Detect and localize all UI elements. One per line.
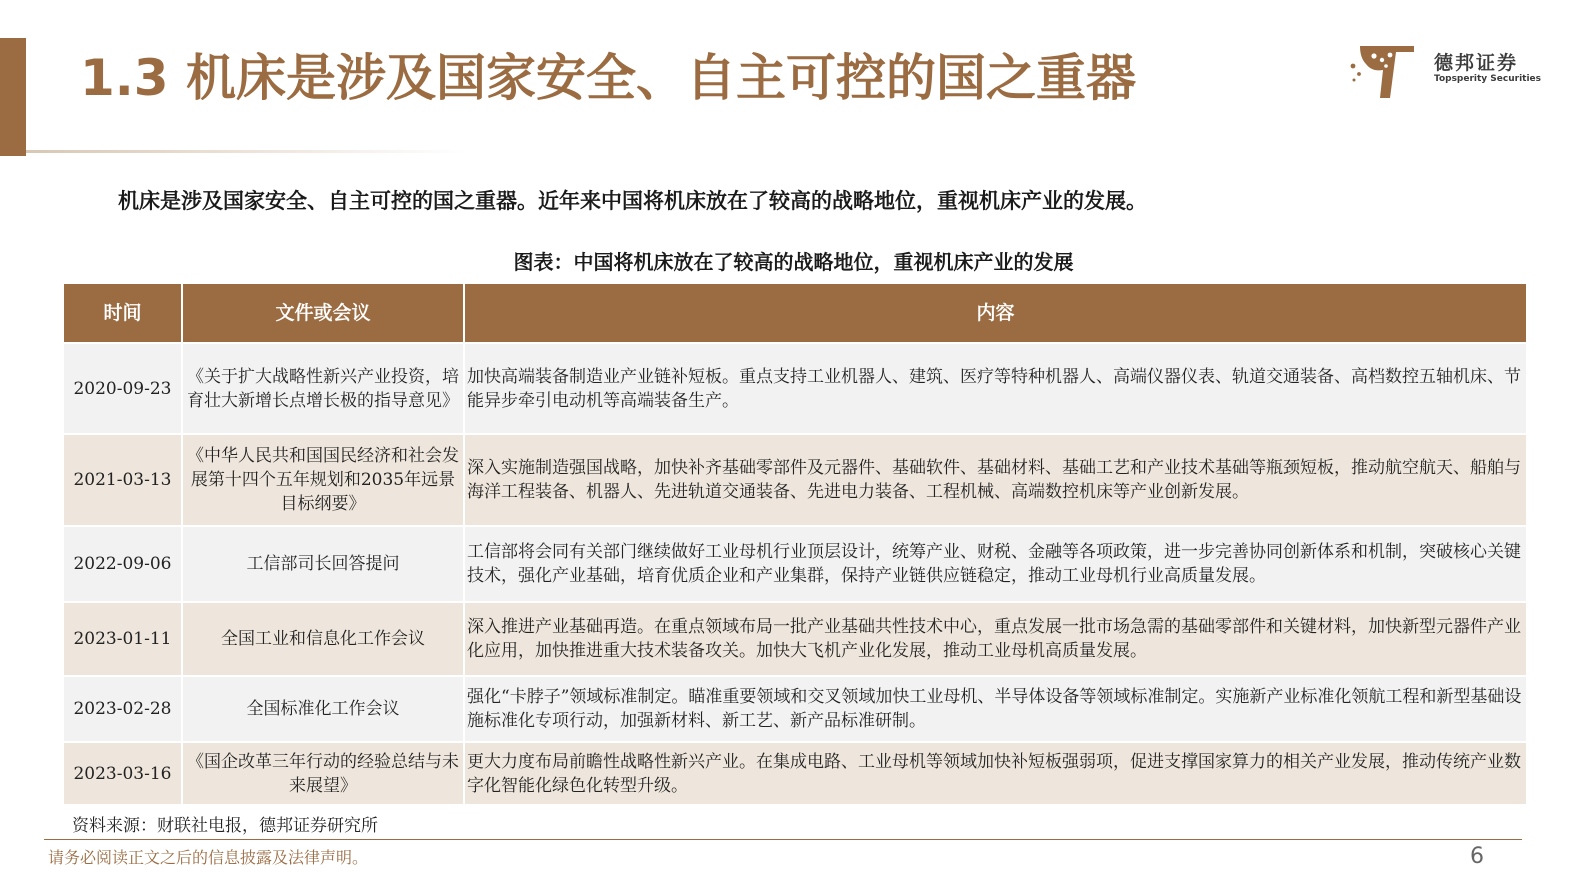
row-document: 《国企改革三年行动的经验总结与未来展望》 [182,742,464,804]
table-header-row [64,284,1526,343]
page-number: 6 [1470,844,1484,869]
row-date: 2023-02-28 [64,676,182,742]
row-date: 2022-09-06 [64,526,182,602]
title-divider [26,150,466,153]
row-document: 全国工业和信息化工作会议 [182,602,464,676]
leopard-logo-icon [1350,42,1418,102]
table-row [64,676,1526,742]
table-row [64,343,1526,434]
source-note: 资料来源：财联社电报，德邦证券研究所 [72,816,378,836]
table-row [64,602,1526,676]
page-title: 1.3 机床是涉及国家安全、自主可控的国之重器 [80,49,1136,107]
table-row [64,434,1526,526]
row-document: 全国标准化工作会议 [182,676,464,742]
company-logo [1350,42,1550,104]
header-document: 文件或会议 [182,284,464,343]
header-time: 时间 [64,284,182,343]
intro-paragraph: 机床是涉及国家安全、自主可控的国之重器。近年来中国将机床放在了较高的战略地位，重视机床产业的发展。 [118,188,1147,213]
row-content: 深入推进产业基础再造。在重点领域布局一批产业基础共性技术中心，重点发展一批市场急需的基础零部件和关键材料，加快新型元器件产业化应用，加快推进重大技术装备攻关。加快大飞机产业化发展，推动工业母机高质量发展。 [464,602,1526,676]
footer-divider [44,839,1522,840]
disclaimer-text: 请务必阅读正文之后的信息披露及法律声明。 [48,848,369,867]
row-date: 2023-03-16 [64,742,182,804]
row-date: 2021-03-13 [64,434,182,526]
row-content: 深入实施制造强国战略，加快补齐基础零部件及元器件、基础软件、基础材料、基础工艺和产业技术基础等瓶颈短板，推动航空航天、船舶与海洋工程装备、机器人、先进轨道交通装备、先进电力装备、工程机械、高端数控机床等产业创新发展。 [464,434,1526,526]
policy-table [64,284,1526,804]
logo-name-en: Topsperity Securities [1434,74,1541,84]
row-content: 加快高端装备制造业产业链补短板。重点支持工业机器人、建筑、医疗等特种机器人、高端仪器仪表、轨道交通装备、高档数控五轴机床、节能异步牵引电动机等高端装备生产。 [464,343,1526,434]
row-document: 《中华人民共和国国民经济和社会发展第十四个五年规划和2035年远景目标纲要》 [182,434,464,526]
logo-name-cn: 德邦证券 [1434,52,1519,74]
title-accent-bar [0,38,26,156]
table-row [64,526,1526,602]
row-document: 《关于扩大战略性新兴产业投资，培育壮大新增长点增长极的指导意见》 [182,343,464,434]
row-document: 工信部司长回答提问 [182,526,464,602]
table-caption: 图表：中国将机床放在了较高的战略地位，重视机床产业的发展 [513,250,1074,274]
row-date: 2023-01-11 [64,602,182,676]
row-content: 强化“卡脖子”领域标准制定。瞄准重要领域和交叉领域加快工业母机、半导体设备等领域标准制定。实施新产业标准化领航工程和新型基础设施标准化专项行动，加强新材料、新工艺、新产品标准研制。 [464,676,1526,742]
header-content: 内容 [464,284,1526,343]
row-content: 更大力度布局前瞻性战略性新兴产业。在集成电路、工业母机等领域加快补短板强弱项，促进支撑国家算力的相关产业发展，推动传统产业数字化智能化绿色化转型升级。 [464,742,1526,804]
row-content: 工信部将会同有关部门继续做好工业母机行业顶层设计，统筹产业、财税、金融等各项政策，进一步完善协同创新体系和机制，突破核心关键技术，强化产业基础，培育优质企业和产业集群，保持产业链供应链稳定，推动工业母机行业高质量发展。 [464,526,1526,602]
table-row [64,742,1526,804]
row-date: 2020-09-23 [64,343,182,434]
